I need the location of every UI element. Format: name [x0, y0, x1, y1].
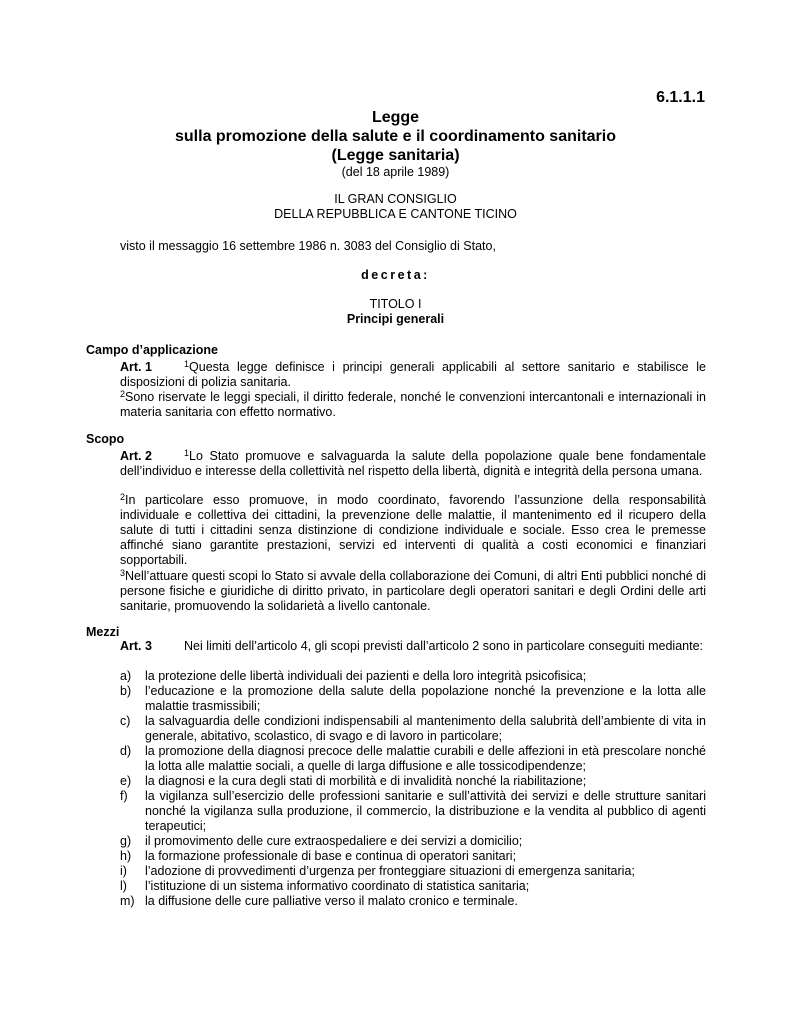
section-heading-campo: Campo d’applicazione	[86, 343, 218, 357]
list-item-letter: m)	[120, 894, 135, 908]
titolo-label: TITOLO I	[369, 297, 422, 311]
art2-p1-num: 1	[184, 448, 190, 458]
art1-p1-num: 1	[184, 359, 190, 369]
art2-label: Art. 2	[120, 449, 152, 463]
title-date: (del 18 aprile 1989)	[341, 165, 450, 179]
list-item-text: la formazione professionale di base e continua di operatori sanitari;	[145, 849, 517, 863]
art2-paragraph-1	[120, 446, 706, 479]
title-line-1: Legge	[371, 109, 420, 126]
list-item-letter: e)	[120, 774, 132, 788]
list-item	[120, 744, 706, 774]
council-line-1: IL GRAN CONSIGLIO	[334, 192, 457, 206]
list-item	[120, 849, 706, 864]
list-item-letter: f)	[120, 789, 128, 803]
document-code: 6.1.1.1	[656, 89, 705, 106]
art2-paragraph-2	[120, 490, 706, 568]
council-heading	[0, 192, 791, 222]
list-item	[120, 774, 706, 789]
titolo-name: Principi generali	[346, 312, 445, 326]
art1-p2-text: Sono riservate le leggi speciali, il diritto federale, nonché le convenzioni intercantonali e internazionali in materia sanitaria con effetto normativo.	[120, 390, 706, 419]
list-item-letter: g)	[120, 834, 132, 848]
art2-p3-num: 3	[120, 568, 126, 578]
list-item	[120, 714, 706, 744]
titolo-heading	[0, 297, 791, 327]
art1-paragraph-1	[120, 357, 706, 390]
art3-label: Art. 3	[120, 639, 152, 653]
art3-intro	[120, 639, 706, 654]
list-item-letter: c)	[120, 714, 131, 728]
title-line-3: (Legge sanitaria)	[331, 147, 460, 164]
decreta-heading: decreta:	[361, 268, 430, 282]
art2-p2-num: 2	[120, 492, 126, 502]
list-item-text: la diagnosi e la cura degli stati di morbilità e di invalidità nonché la riabilitazione;	[145, 774, 587, 788]
list-item-text: l’adozione di provvedimenti d’urgenza per fronteggiare situazioni di emergenza sanitaria;	[145, 864, 635, 878]
art3-list	[120, 669, 706, 909]
art1-p2-num: 2	[120, 389, 126, 399]
art1-paragraph-2	[120, 387, 706, 420]
list-item-letter: b)	[120, 684, 132, 698]
list-item-text: la promozione della diagnosi precoce delle malattie curabili e delle affezioni in età prescolare nonché la lotta alle malattie sociali, a quelle di larga diffusione e alle tossicodipendenze;	[145, 744, 706, 773]
list-item-text: l’istituzione di un sistema informativo coordinato di statistica sanitaria;	[145, 879, 530, 893]
art1-p1-text: Questa legge definisce i principi generali applicabili al settore sanitario e stabilisce le disposizioni di polizia sanitaria.	[120, 360, 706, 389]
list-item	[120, 669, 706, 684]
list-item-letter: i)	[120, 864, 127, 878]
list-item	[120, 789, 706, 834]
list-item	[120, 834, 706, 849]
art1-label: Art. 1	[120, 360, 152, 374]
list-item-text: il promovimento delle cure extraospedaliere e dei servizi a domicilio;	[145, 834, 523, 848]
art3-intro-text: Nei limiti dell’articolo 4, gli scopi previsti dall’articolo 2 sono in particolare conseguiti mediante:	[184, 639, 703, 653]
art2-p3-text: Nell’attuare questi scopi lo Stato si avvale della collaborazione dei Comuni, di altri Enti pubblici nonché di persone fisiche e giuridiche di diritto privato, in particolare degli operatori sanitari e degli Ordini delle arti sanitarie, promuovendo la solidarietà a livello cantonale.	[120, 569, 706, 613]
list-item	[120, 684, 706, 714]
list-item-text: l’educazione e la promozione della salute della popolazione nonché la prevenzione e la lotta alle malattie trasmissibili;	[145, 684, 706, 713]
list-item-letter: h)	[120, 849, 132, 863]
law-title	[0, 108, 791, 180]
list-item-letter: l)	[120, 879, 127, 893]
section-heading-mezzi: Mezzi	[86, 625, 120, 639]
council-line-2: DELLA REPUBBLICA E CANTONE TICINO	[274, 207, 517, 221]
list-item	[120, 864, 706, 879]
list-item-text: la diffusione delle cure palliative verso il malato cronico e terminale.	[145, 894, 518, 908]
art2-p1-text: Lo Stato promuove e salvaguarda la salute della popolazione quale bene fondamentale dell’individuo e interesse della collettività nel rispetto della libertà, dignità e integrità della persona umana.	[120, 449, 706, 478]
list-item	[120, 894, 706, 909]
list-item-text: la protezione delle libertà individuali dei pazienti e della loro integrità psicofisica;	[145, 669, 587, 683]
list-item-letter: a)	[120, 669, 132, 683]
art2-p2-text: In particolare esso promuove, in modo coordinato, favorendo l’assunzione della responsabilità individuale e collettiva dei cittadini, la prevenzione delle malattie, il mantenimento ed il ricupero della salute di tutti i cittadini senza distinzione di condizione individuale e sociale. Esso crea le premesse affinché siano garantite prestazioni, servizi ed interventi di qualità a costi economici e finanziari sopportabili.	[120, 493, 706, 567]
list-item	[120, 879, 706, 894]
art2-paragraph-3	[120, 566, 706, 614]
list-item-letter: d)	[120, 744, 132, 758]
list-item-text: la salvaguardia delle condizioni indispensabili al mantenimento della salubrità dell’ambiente di vita in generale, abitativo, scolastico, di svago e di lavoro in particolare;	[145, 714, 706, 743]
section-heading-scopo: Scopo	[86, 432, 125, 446]
visto-clause: visto il messaggio 16 settembre 1986 n. 3083 del Consiglio di Stato,	[120, 239, 496, 253]
list-item-text: la vigilanza sull’esercizio delle professioni sanitarie e sull’attività dei servizi e delle strutture sanitari nonché la vigilanza sulla produzione, il commercio, la distribuzione e la vendita al pubblico di agenti terapeutici;	[145, 789, 706, 833]
title-line-2: sulla promozione della salute e il coordinamento sanitario	[175, 128, 616, 145]
